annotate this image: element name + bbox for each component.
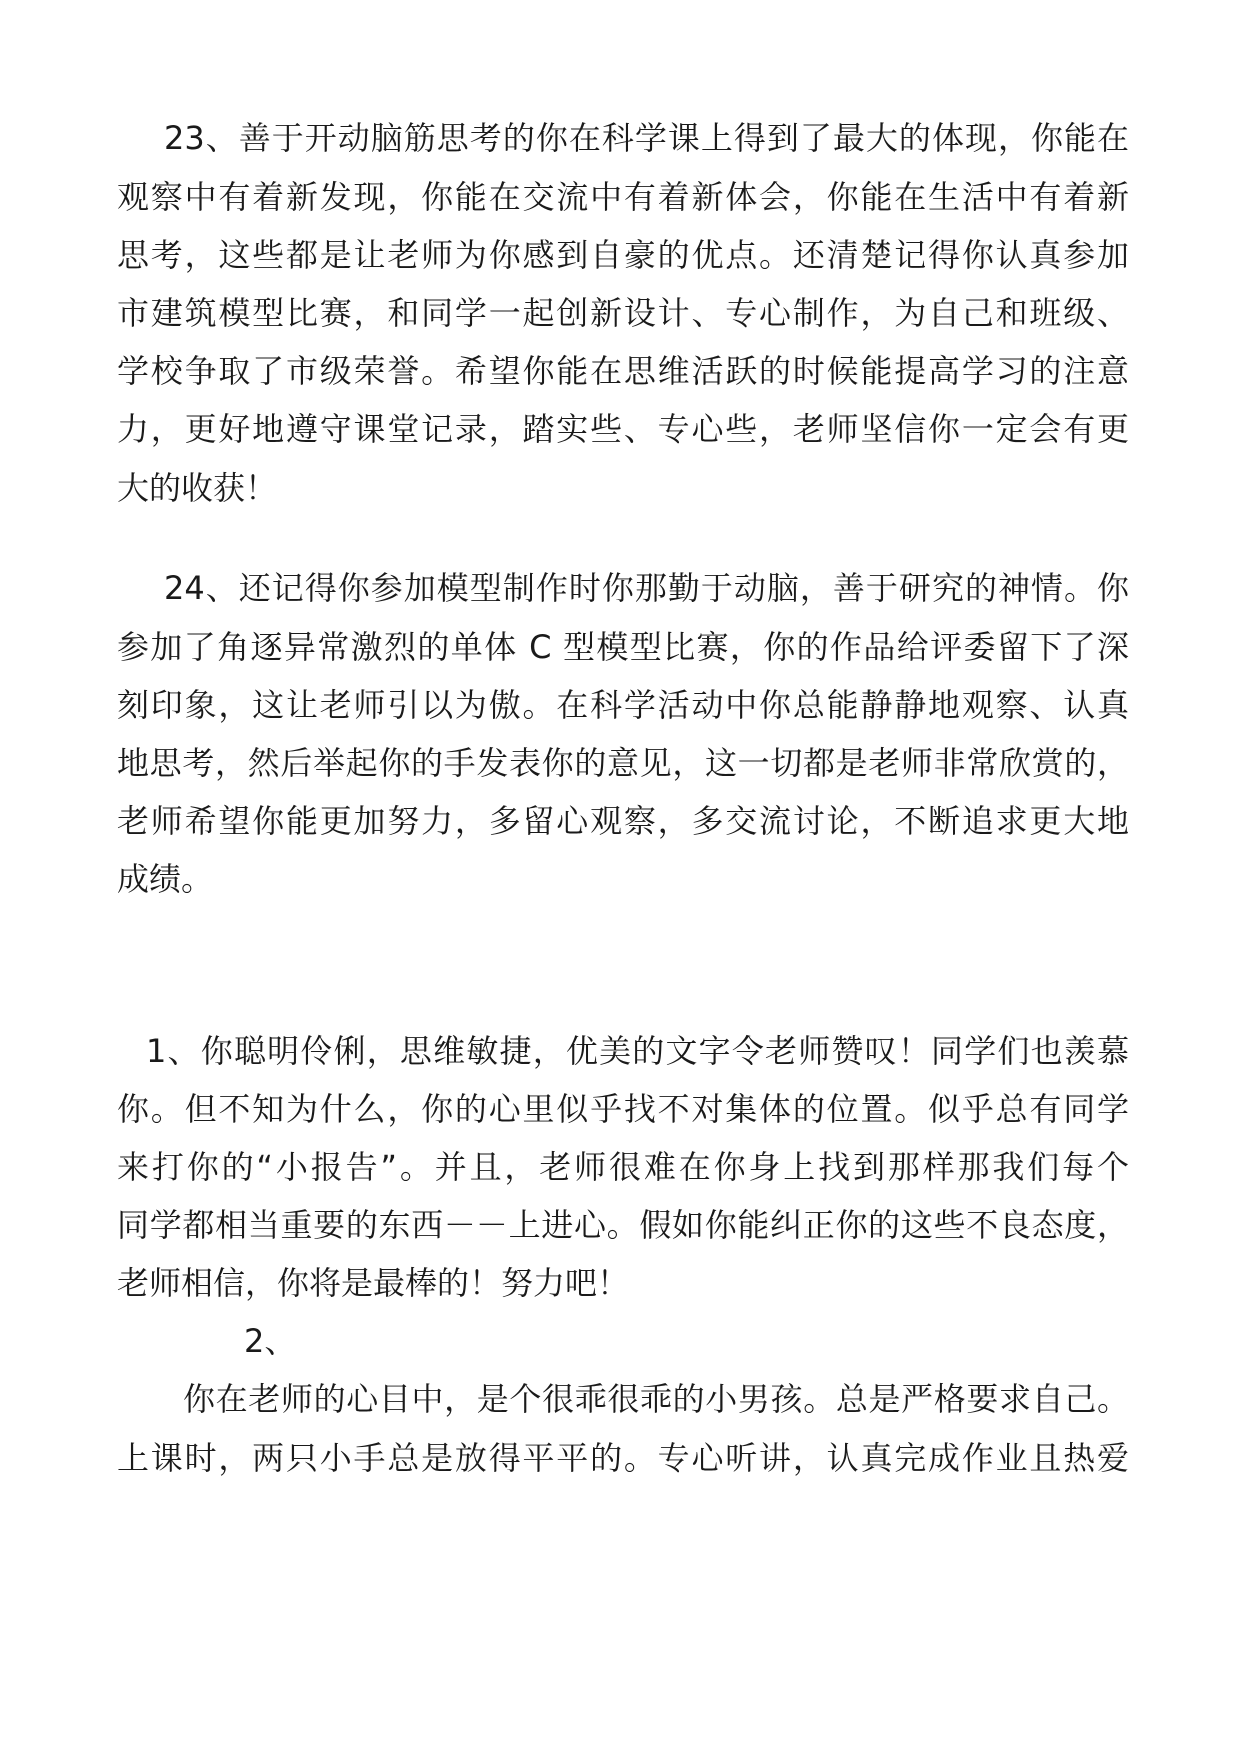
paragraph-23-line-1: 23、善于开动脑筋思考的你在科学课上得到了最大的体现，你能在 (164, 119, 1129, 157)
paragraph-1-line-4: 同学都相当重要的东西－－上进心。假如你能纠正你的这些不良态度， (117, 1206, 1129, 1244)
paragraph-23-line-4: 市建筑模型比赛，和同学一起创新设计、专心制作，为自己和班级、 (117, 294, 1129, 332)
paragraph-2-number: 2、 (244, 1322, 297, 1360)
paragraph-23-line-3: 思考，这些都是让老师为你感到自豪的优点。还清楚记得你认真参加 (117, 236, 1129, 274)
paragraph-2-line-2: 上课时，两只小手总是放得平平的。专心听讲，认真完成作业且热爱 (117, 1439, 1129, 1477)
paragraph-23-line-7: 大的收获！ (117, 469, 278, 507)
paragraph-24-line-2: 参加了角逐异常激烈的单体 C 型模型比赛，你的作品给评委留下了深 (117, 628, 1129, 666)
paragraph-24-line-6: 成绩。 (117, 860, 214, 898)
paragraph-24-line-4: 地思考，然后举起你的手发表你的意见，这一切都是老师非常欣赏的， (117, 744, 1129, 782)
paragraph-23-line-5: 学校争取了市级荣誉。希望你能在思维活跃的时候能提高学习的注意 (117, 352, 1129, 390)
paragraph-23-line-2: 观察中有着新发现，你能在交流中有着新体会，你能在生活中有着新 (117, 178, 1129, 216)
paragraph-1-line-5: 老师相信，你将是最棒的！努力吧！ (117, 1264, 630, 1302)
paragraph-1-line-1: 1、你聪明伶俐，思维敏捷，优美的文字令老师赞叹！同学们也羡慕 (146, 1032, 1129, 1070)
paragraph-1-line-3: 来打你的“小报告”。并且，老师很难在你身上找到那样那我们每个 (117, 1148, 1129, 1186)
paragraph-24-line-5: 老师希望你能更加努力，多留心观察，多交流讨论，不断追求更大地 (117, 802, 1129, 840)
paragraph-24-line-1: 24、还记得你参加模型制作时你那勤于动脑，善于研究的神情。你 (164, 569, 1129, 607)
paragraph-2-line-1: 你在老师的心目中，是个很乖很乖的小男孩。总是严格要求自己。 (183, 1380, 1129, 1418)
paragraph-24-line-3: 刻印象，这让老师引以为傲。在科学活动中你总能静静地观察、认真 (117, 686, 1129, 724)
paragraph-23-line-6: 力，更好地遵守课堂记录，踏实些、专心些，老师坚信你一定会有更 (117, 410, 1129, 448)
paragraph-1-line-2: 你。但不知为什么，你的心里似乎找不对集体的位置。似乎总有同学 (117, 1090, 1129, 1128)
